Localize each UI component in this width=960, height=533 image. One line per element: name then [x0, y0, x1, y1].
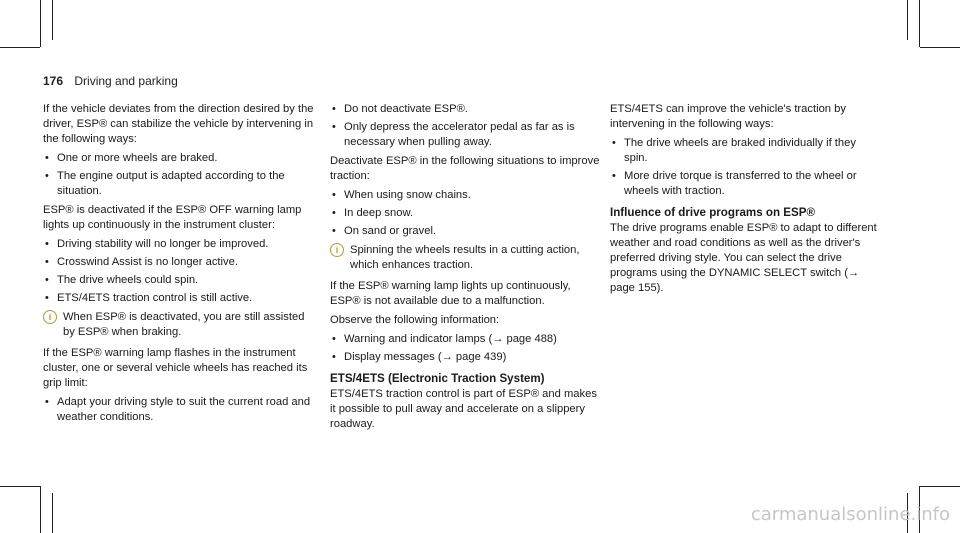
crop-mark	[40, 486, 41, 533]
crop-mark	[920, 486, 960, 487]
column-3	[610, 102, 882, 300]
list-item: • ETS/4ETS traction control is still active.	[43, 291, 315, 306]
paragraph: Deactivate ESP® in the following situations to improve traction:	[330, 155, 600, 182]
list-item[interactable]: • Display messages (→ page 439)	[330, 350, 602, 365]
page-header	[43, 74, 178, 88]
crop-mark	[919, 0, 920, 47]
list-item: • The engine output is adapted according to the situation.	[43, 169, 315, 199]
list-item: • Only depress the accelerator pedal as far as is necessary when pulling away.	[330, 120, 602, 150]
section-title: Driving and parking	[74, 74, 178, 88]
section-heading: ETS/4ETS (Electronic Traction System)	[330, 372, 545, 385]
list-item[interactable]: • Warning and indicator lamps (→ page 488)	[330, 332, 602, 347]
list-item: • On sand or gravel.	[330, 224, 602, 239]
page-number: 176	[43, 74, 64, 88]
list	[610, 136, 882, 199]
list	[330, 188, 602, 239]
crop-mark	[0, 486, 40, 487]
list-item: • Do not deactivate ESP®.	[330, 102, 602, 117]
list-item: • One or more wheels are braked.	[43, 151, 315, 166]
info-note	[43, 310, 315, 340]
column-1	[43, 102, 315, 429]
paragraph: ETS/4ETS can improve the vehicle's traction by intervening in the following ways:	[610, 103, 846, 130]
list	[43, 237, 315, 306]
list	[43, 395, 315, 425]
info-icon: i	[330, 243, 344, 257]
list-item: • Crosswind Assist is no longer active.	[43, 255, 315, 270]
paragraph: If the ESP® warning lamp lights up continuously, ESP® is not available due to a malfunction.	[330, 280, 571, 307]
paragraph: The drive programs enable ESP® to adapt to different weather and road conditions as well as the driver's preferred driving style. You can select the drive programs using the DYNAMIC SELECT switch (→ page 155).	[610, 222, 877, 294]
list-item: • More drive torque is transferred to the wheel or wheels with traction.	[610, 169, 882, 199]
list	[43, 151, 315, 199]
note-text: When ESP® is deactivated, you are still assisted by ESP® when braking.	[63, 311, 305, 338]
paragraph: If the ESP® warning lamp flashes in the instrument cluster, one or several vehicle wheels has reached its grip limit:	[43, 347, 308, 389]
paragraph: If the vehicle deviates from the direction desired by the driver, ESP® can stabilize the vehicle by intervening in the following ways:	[43, 103, 314, 145]
crop-mark	[52, 0, 53, 40]
list-item: • The drive wheels are braked individually if they spin.	[610, 136, 882, 166]
column-2	[330, 102, 602, 436]
paragraph: ETS/4ETS traction control is part of ESP® and makes it possible to pull away and accelerate on a slippery roadway.	[330, 388, 597, 430]
list	[330, 332, 602, 365]
crop-mark	[0, 47, 40, 48]
list-item: • In deep snow.	[330, 206, 602, 221]
info-icon: i	[43, 310, 57, 324]
list	[330, 102, 602, 150]
section-heading: Influence of drive programs on ESP®	[610, 206, 816, 219]
list-item: • Adapt your driving style to suit the current road and weather conditions.	[43, 395, 315, 425]
watermark: carmanualsonline.info	[750, 504, 950, 525]
info-note	[330, 243, 602, 273]
note-text: Spinning the wheels results in a cutting action, which enhances traction.	[350, 244, 580, 271]
paragraph: Observe the following information:	[330, 314, 500, 326]
crop-mark	[52, 493, 53, 533]
list-item: • Driving stability will no longer be improved.	[43, 237, 315, 252]
list-item: • The drive wheels could spin.	[43, 273, 315, 288]
crop-mark	[40, 0, 41, 47]
crop-mark	[907, 0, 908, 40]
list-item: • When using snow chains.	[330, 188, 602, 203]
paragraph: ESP® is deactivated if the ESP® OFF warning lamp lights up continuously in the instrument cluster:	[43, 204, 302, 231]
crop-mark	[920, 47, 960, 48]
